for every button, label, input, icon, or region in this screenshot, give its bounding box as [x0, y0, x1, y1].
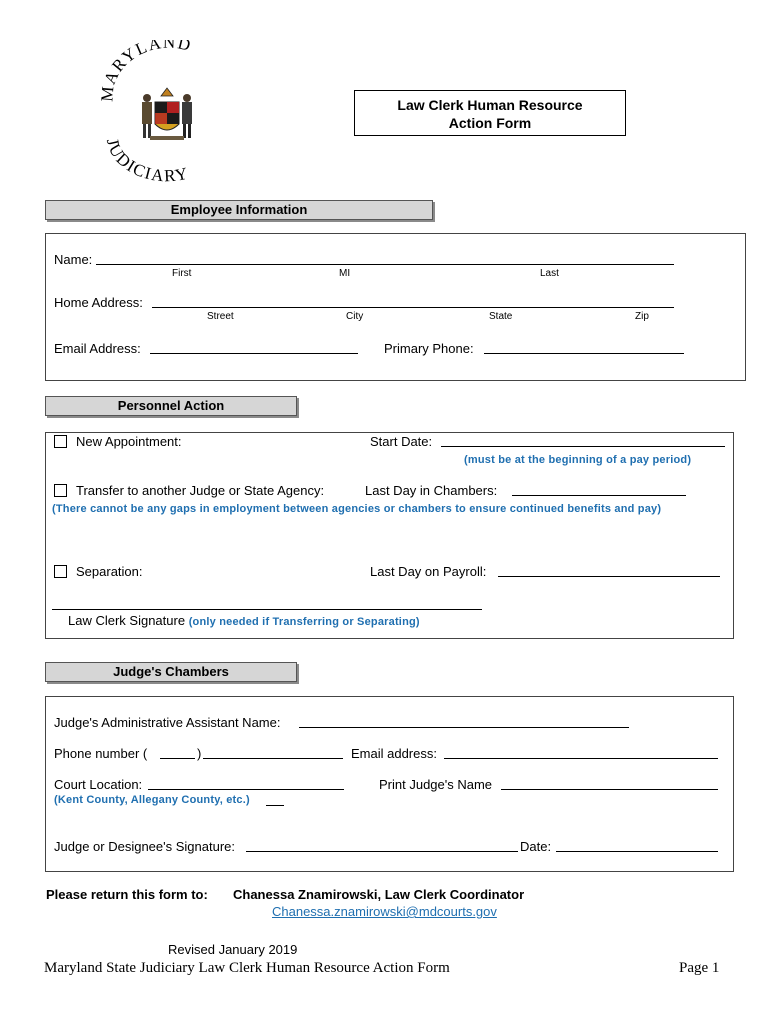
footer-title: Maryland State Judiciary Law Clerk Human Resource Action Form [44, 960, 450, 976]
last-day-payroll-field[interactable] [498, 576, 720, 577]
phone-close-paren: ) [197, 746, 202, 761]
home-address-field[interactable] [152, 307, 674, 308]
court-location-note-line [266, 805, 284, 806]
svg-text:MARYLAND: MARYLAND [97, 40, 194, 103]
start-date-note: (must be at the beginning of a pay period) [464, 454, 692, 466]
print-judge-name-field[interactable] [501, 789, 718, 790]
address-state-caption: State [489, 311, 513, 322]
law-clerk-signature-text: Law Clerk Signature [68, 613, 186, 628]
page-number: Page 1 [679, 960, 720, 976]
transfer-checkbox[interactable] [54, 484, 67, 497]
form-title-box [354, 90, 626, 136]
form-title-line1: Law Clerk Human Resource [397, 97, 583, 113]
primary-phone-field[interactable] [484, 353, 684, 354]
phone-area-code-field[interactable] [160, 758, 195, 759]
chambers-phone-label: Phone number ( [54, 746, 148, 761]
last-day-payroll-label: Last Day on Payroll: [370, 564, 487, 579]
last-day-chambers-field[interactable] [512, 495, 686, 496]
judge-date-label: Date: [520, 839, 552, 854]
court-location-note: (Kent County, Allegany County, etc.) [54, 794, 250, 806]
admin-assistant-label: Judge's Administrative Assistant Name: [54, 715, 281, 730]
admin-assistant-field[interactable] [299, 727, 629, 728]
print-judge-name-label: Print Judge's Name [379, 777, 493, 792]
email-address-field[interactable] [150, 353, 358, 354]
separation-label: Separation: [76, 564, 143, 579]
law-clerk-signature-label [68, 613, 420, 628]
new-appointment-checkbox[interactable] [54, 435, 67, 448]
address-city-caption: City [346, 311, 364, 322]
name-last-caption: Last [540, 268, 559, 279]
judge-signature-field[interactable] [246, 851, 518, 852]
judges-chambers-header: Judge's Chambers [45, 662, 297, 682]
primary-phone-label: Primary Phone: [384, 341, 474, 356]
transfer-label: Transfer to another Judge or State Agency: [76, 483, 325, 498]
return-label: Please return this form to: [46, 887, 208, 902]
last-day-chambers-label: Last Day in Chambers: [365, 483, 498, 498]
address-street-caption: Street [207, 311, 234, 322]
chambers-email-field[interactable] [444, 758, 718, 759]
return-name: Chanessa Znamirowski, Law Clerk Coordinator [233, 887, 525, 902]
judge-signature-label: Judge or Designee's Signature: [54, 839, 235, 854]
start-date-label: Start Date: [370, 434, 433, 449]
svg-text:JUDICIARY: JUDICIARY [102, 136, 191, 186]
form-title-line2: Action Form [448, 115, 532, 131]
seal-icon [95, 40, 235, 190]
email-address-label: Email Address: [54, 341, 141, 356]
name-field[interactable] [96, 264, 674, 265]
court-location-field[interactable] [148, 789, 344, 790]
home-address-label: Home Address: [54, 295, 143, 310]
name-mi-caption: MI [339, 268, 351, 279]
new-appointment-label: New Appointment: [76, 434, 182, 449]
return-email-link[interactable]: Chanessa.znamirowski@mdcourts.gov [272, 904, 497, 919]
law-clerk-signature-note: (only needed if Transferring or Separating) [188, 616, 420, 628]
phone-number-field[interactable] [203, 758, 343, 759]
revised-date: Revised January 2019 [168, 942, 298, 957]
court-location-label: Court Location: [54, 777, 143, 792]
personnel-action-header: Personnel Action [45, 396, 297, 416]
separation-checkbox[interactable] [54, 565, 67, 578]
judge-date-field[interactable] [556, 851, 718, 852]
law-clerk-signature-field[interactable] [52, 609, 482, 610]
start-date-field[interactable] [441, 446, 725, 447]
name-first-caption: First [172, 268, 192, 279]
maryland-judiciary-logo [95, 40, 235, 190]
name-label: Name: [54, 252, 93, 267]
chambers-email-label: Email address: [351, 746, 437, 761]
employee-info-header: Employee Information [45, 200, 433, 220]
address-zip-caption: Zip [635, 311, 649, 322]
transfer-note: (There cannot be any gaps in employment between agencies or chambers to ensure continued benefits and pay) [52, 503, 662, 515]
